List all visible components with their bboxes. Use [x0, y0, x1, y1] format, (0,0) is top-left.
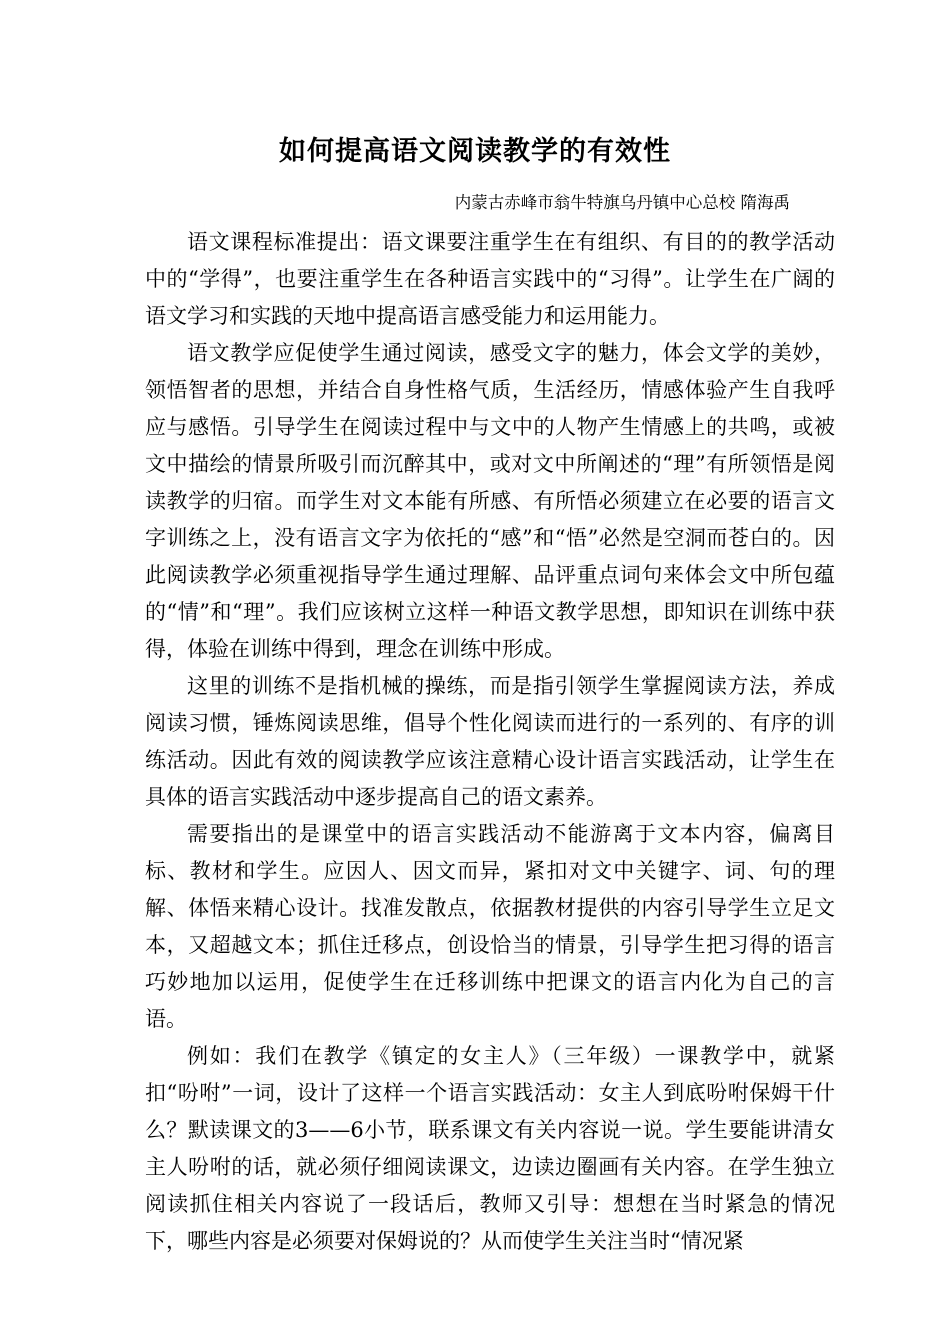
paragraph-4: 需要指出的是课堂中的语言实践活动不能游离于文本内容，偏离目标、教材和学生。应因人、因文而异，紧扣对文中关键字、词、句的理解、体悟来精心设计。找准发散点，依据教材提供的内容引导学生立足文本，又超越文本；抓住迁移点，创设恰当的情景，引导学生把习得的语言巧妙地加以运用，促使学生在迁移训练中把课文的语言内化为自己的言语。 [145, 822, 835, 1031]
document-body [145, 224, 835, 1260]
paragraph-1: 语文课程标准提出：语文课要注重学生在有组织、有目的的教学活动中的“学得”，也要注重学生在各种语言实践中的“习得”。让学生在广阔的语文学习和实践的天地中提高语言感受能力和运用能力。 [145, 230, 835, 328]
paragraph-2: 语文教学应促使学生通过阅读，感受文字的魅力，体会文学的美妙，领悟智者的思想，并结合自身性格气质，生活经历，情感体验产生自我呼应与感悟。引导学生在阅读过程中与文中的人物产生情感上的共鸣，或被文中描绘的情景所吸引而沉醉其中，或对文中所阐述的“理”有所领悟是阅读教学的归宿。而学生对文本能有所感、有所悟必须建立在必要的语言文字训练之上，没有语言文字为依托的“感”和“悟”必然是空洞而苍白的。因此阅读教学必须重视指导学生通过理解、品评重点词句来体会文中所包蕴的“情”和“理”。我们应该树立这样一种语文教学思想，即知识在训练中获得，体验在训练中得到，理念在训练中形成。 [145, 341, 835, 661]
paragraph-5: 例如：我们在教学《镇定的女主人》（三年级）一课教学中，就紧扣“吩咐”一词，设计了这样一个语言实践活动：女主人到底吩咐保姆干什么？默读课文的3——6小节，联系课文有关内容说一说。学生要能讲清女主人吩咐的话，就必须仔细阅读课文，边读边圈画有关内容。在学生独立阅读抓住相关内容说了一段话后，教师又引导：想想在当时紧急的情况下，哪些内容是必须要对保姆说的？从而使学生关注当时“情况紧 [145, 1044, 835, 1253]
document-title: 如何提高语文阅读教学的有效性 [279, 136, 671, 167]
document-author: 内蒙古赤峰市翁牛特旗乌丹镇中心总校 隋海禹 [454, 193, 790, 212]
paragraph-3: 这里的训练不是指机械的操练，而是指引领学生掌握阅读方法，养成阅读习惯，锤炼阅读思维，倡导个性化阅读而进行的一系列的、有序的训练活动。因此有效的阅读教学应该注意精心设计语言实践活动，让学生在具体的语言实践活动中逐步提高自己的语文素养。 [145, 674, 835, 809]
